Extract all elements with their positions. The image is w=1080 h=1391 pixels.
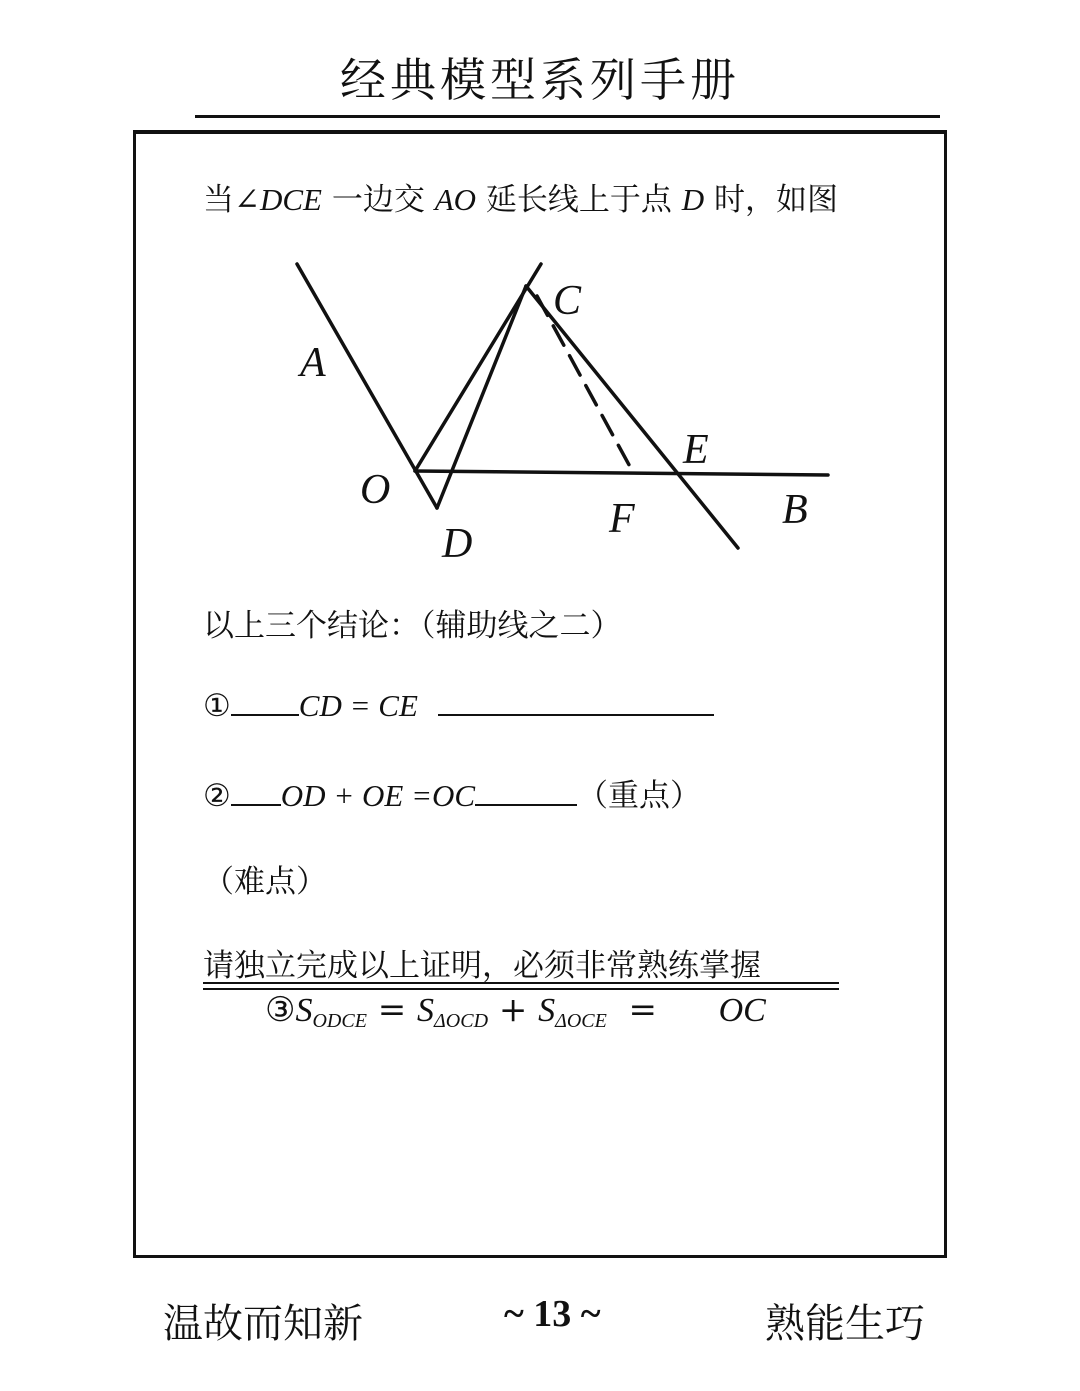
area-symbol: S — [538, 992, 556, 1029]
label-c: C — [553, 278, 582, 324]
blank-line — [231, 776, 281, 806]
conclusion-2-marker: ② — [203, 778, 231, 814]
intro-angle-name: DCE — [259, 182, 322, 217]
blank-line — [231, 686, 299, 716]
intro-text-mid2: 延长线上于点 — [476, 182, 682, 218]
intro-point-d: D — [681, 182, 705, 217]
equals-sign: = — [606, 990, 679, 1030]
area-subscript: ODCE — [312, 1010, 367, 1032]
intro-text-after: 时，如图 — [704, 182, 838, 218]
segment-cf-dashed — [537, 296, 634, 474]
geometry-figure — [0, 0, 1080, 600]
area-subscript: ΔOCD — [434, 1010, 489, 1032]
label-b: B — [782, 487, 808, 533]
intro-line-ao: AO — [434, 182, 477, 217]
ray-ob — [415, 471, 828, 475]
page-title: 经典模型系列手册 — [340, 53, 740, 107]
conclusion-3 — [265, 990, 766, 1033]
page-number: ~ 13 ~ — [504, 1293, 601, 1335]
label-e: E — [683, 427, 709, 473]
blank-line — [438, 686, 714, 716]
label-a: A — [300, 340, 326, 386]
conclusion-2-expression: OD + OE =OC — [280, 778, 476, 813]
conclusion-1-expression: CD = CE — [298, 688, 418, 723]
difficult-note: （难点） — [203, 864, 327, 900]
conclusion-2 — [203, 770, 701, 815]
intro-text-before: 当∠ — [203, 182, 260, 218]
equals-sign: = — [366, 990, 418, 1030]
conclusion-3-result: OC — [718, 992, 766, 1029]
area-symbol: S — [295, 992, 313, 1029]
conclusion-1-marker: ① — [203, 688, 231, 724]
label-d: D — [442, 521, 473, 567]
footer-motto-left: 温故而知新 — [163, 1301, 363, 1347]
label-o: O — [360, 467, 391, 513]
instruction-line: 请独立完成以上证明，必须非常熟练掌握 — [203, 948, 761, 984]
segment-cd — [437, 286, 526, 508]
area-symbol: S — [417, 992, 435, 1029]
intro-text-mid1: 一边交 — [321, 182, 435, 218]
conclusion-3-marker: ③ — [265, 990, 296, 1030]
area-subscript: ΔOCE — [555, 1010, 607, 1032]
blank-line — [475, 776, 577, 806]
key-point-note: （重点） — [577, 778, 702, 814]
label-f: F — [609, 496, 635, 542]
footer-motto-right: 熟能生巧 — [765, 1301, 925, 1347]
conclusion-1 — [203, 686, 714, 724]
plus-sign: + — [488, 990, 539, 1030]
summary-line: 以上三个结论：（辅助线之二） — [203, 608, 622, 644]
instruction-double-rule — [203, 982, 839, 990]
